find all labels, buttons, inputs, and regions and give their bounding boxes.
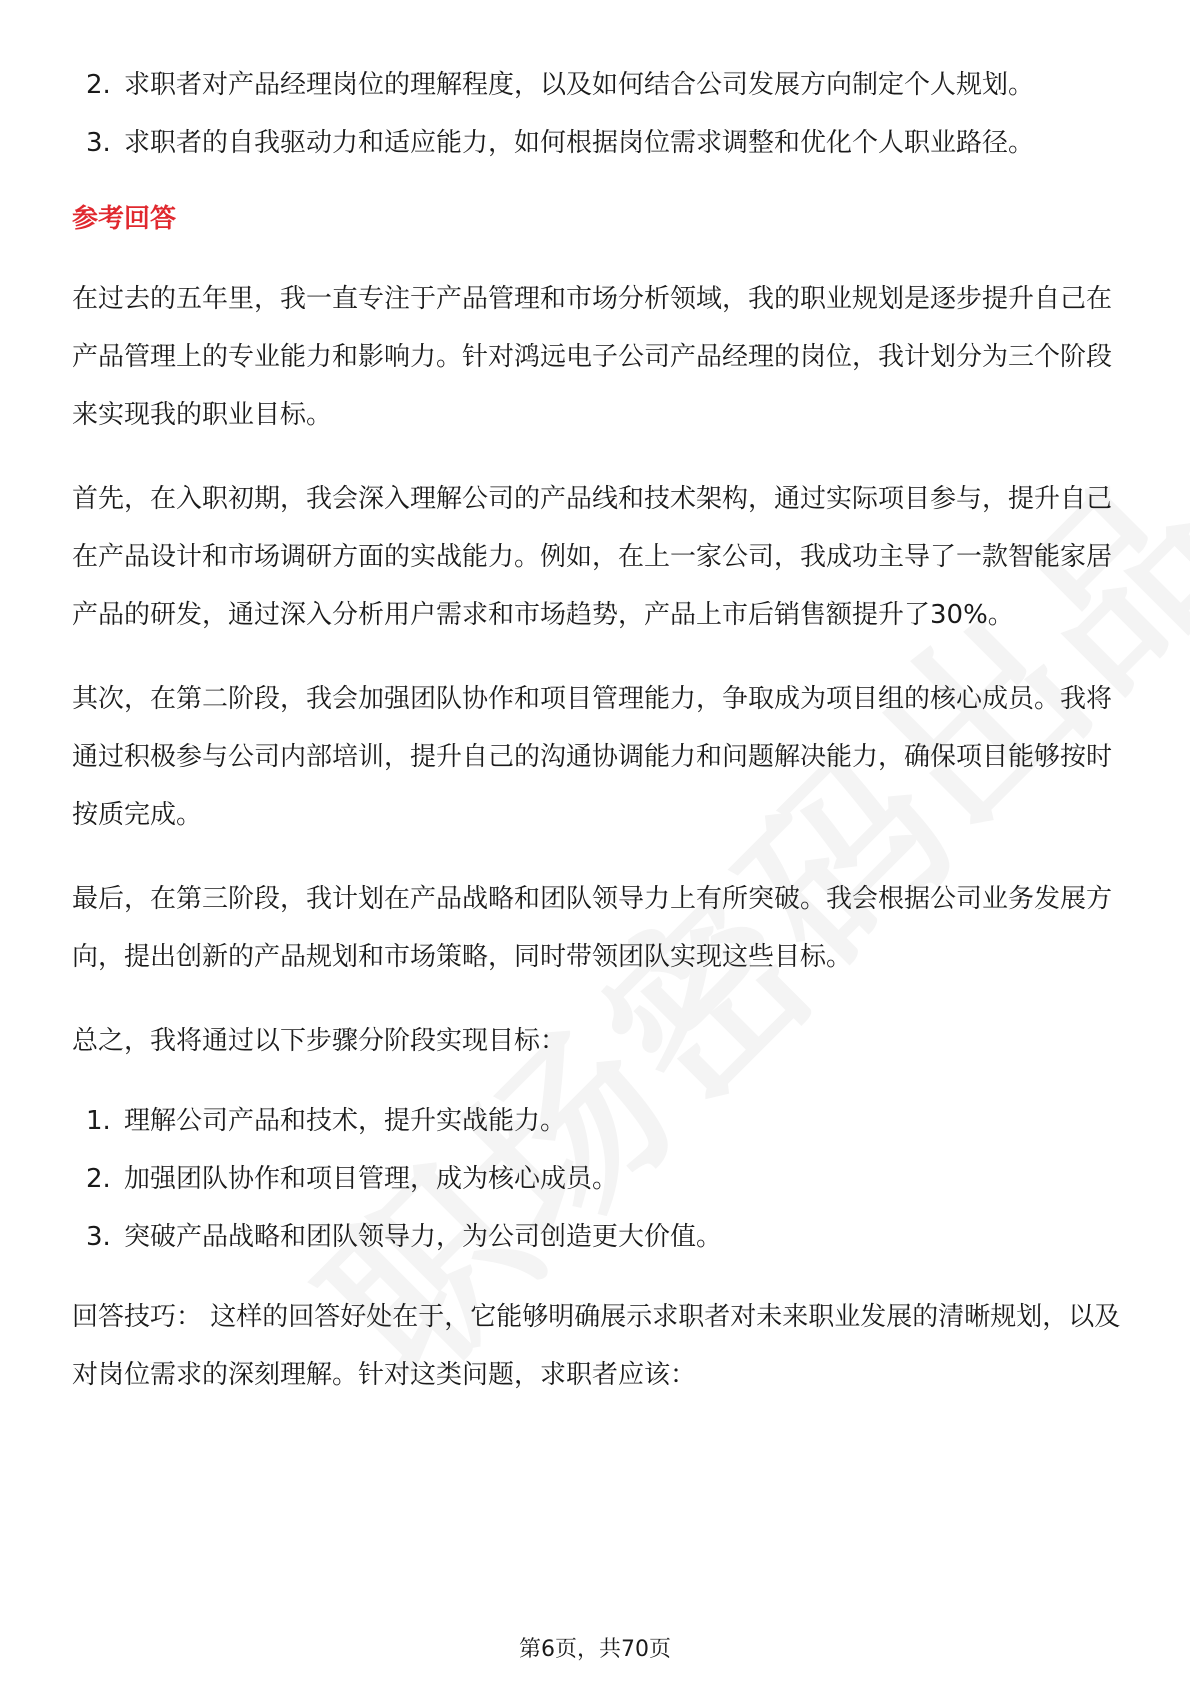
list-item: [72, 1208, 1122, 1266]
list-item-number: 3.: [86, 128, 111, 158]
list-item-number: 3.: [86, 1222, 111, 1252]
answer-tips-paragraph: 回答技巧： 这样的回答好处在于，它能够明确展示求职者对未来职业发展的清晰规划，以及对岗位需求的深刻理解。针对这类问题，求职者应该：: [72, 1302, 1121, 1390]
list-item: [72, 114, 1122, 172]
page-number-footer: 第6页，共70页: [519, 1637, 671, 1662]
list-item-text: 理解公司产品和技术，提升实战能力。: [124, 1106, 567, 1136]
list-item-text: 求职者的自我驱动力和适应能力，如何根据岗位需求调整和优化个人职业路径。: [124, 128, 1035, 158]
list-item-number: 1.: [86, 1106, 111, 1136]
list-item-text: 求职者对产品经理岗位的理解程度，以及如何结合公司发展方向制定个人规划。: [124, 70, 1035, 100]
answer-paragraph: 其次，在第二阶段，我会加强团队协作和项目管理能力，争取成为项目组的核心成员。我将通过积极参与公司内部培训，提升自己的沟通协调能力和问题解决能力，确保项目能够按时按质完成。: [72, 684, 1113, 830]
evaluation-points-list: [72, 56, 1122, 172]
answer-paragraph: 最后，在第三阶段，我计划在产品战略和团队领导力上有所突破。我会根据公司业务发展方向，提出创新的产品规划和市场策略，同时带领团队实现这些目标。: [72, 884, 1113, 972]
answer-paragraph: 首先，在入职初期，我会深入理解公司的产品线和技术架构，通过实际项目参与，提升自己在产品设计和市场调研方面的实战能力。例如，在上一家公司，我成功主导了一款智能家居产品的研发，通过深入分析用户需求和市场趋势，产品上市后销售额提升了30%。: [72, 484, 1113, 630]
steps-list: [72, 1092, 1122, 1266]
list-item: [72, 56, 1122, 114]
reference-answer-heading: 参考回答: [72, 204, 177, 234]
page-content: [72, 56, 1122, 1404]
answer-paragraph: 在过去的五年里，我一直专注于产品管理和市场分析领域，我的职业规划是逐步提升自己在产品管理上的专业能力和影响力。针对鸿远电子公司产品经理的岗位，我计划分为三个阶段来实现我的职业目标。: [72, 284, 1113, 430]
list-item-text: 突破产品战略和团队领导力，为公司创造更大价值。: [124, 1222, 723, 1252]
list-item-number: 2.: [86, 1164, 111, 1194]
list-item-text: 加强团队协作和项目管理，成为核心成员。: [124, 1164, 619, 1194]
answer-paragraph: 总之，我将通过以下步骤分阶段实现目标：: [72, 1026, 567, 1056]
list-item-number: 2.: [86, 70, 111, 100]
list-item: [72, 1150, 1122, 1208]
list-item: [72, 1092, 1122, 1150]
